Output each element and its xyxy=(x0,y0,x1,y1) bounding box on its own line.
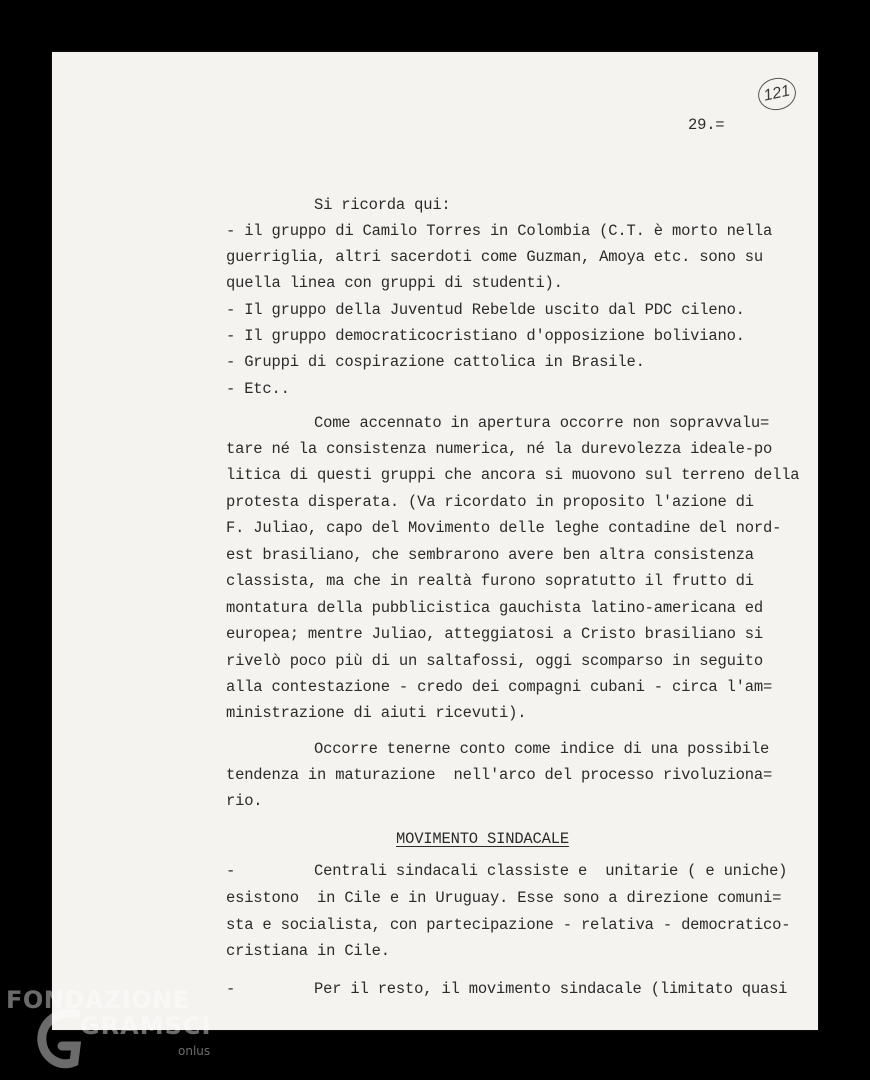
text-line: europea; mentre Juliao, atteggiatosi a Cristo brasiliano si xyxy=(226,625,763,643)
text-line: esistono in Cile e in Uruguay. Esse sono a direzione comuni= xyxy=(226,889,782,907)
fondazione-gramsci-watermark xyxy=(6,986,226,1076)
text-line: classista, ma che in realtà furono sopratutto il frutto di xyxy=(226,572,754,590)
text-line: tare né la consistenza numerica, né la durevolezza ideale-po xyxy=(226,440,773,458)
page-number: 29.= xyxy=(688,116,725,134)
text-line-dash: - xyxy=(226,980,236,998)
text-line: sta e socialista, con partecipazione - relativa - democratico- xyxy=(226,916,791,934)
text-line: - Il gruppo democraticocristiano d'opposizione boliviano. xyxy=(226,327,745,345)
watermark-onlus: onlus xyxy=(178,1044,211,1058)
watermark-line2: GRAMSCI xyxy=(80,1012,212,1040)
text-line: Come accennato in apertura occorre non sopravvalu= xyxy=(314,414,770,432)
text-line: - Etc.. xyxy=(226,380,290,398)
section-heading: MOVIMENTO SINDACALE xyxy=(396,830,569,848)
text-line: Occorre tenerne conto come indice di una possibile xyxy=(314,740,770,758)
watermark-line1: FONDAZIONE xyxy=(6,986,190,1014)
text-line: tendenza in maturazione nell'arco del processo rivoluziona= xyxy=(226,766,773,784)
text-line: - Gruppi di cospirazione cattolica in Brasile. xyxy=(226,353,645,371)
text-line: Si ricorda qui: xyxy=(314,196,451,214)
text-line: F. Juliao, capo del Movimento delle leghe contadine del nord- xyxy=(226,519,782,537)
text-line: guerriglia, altri sacerdoti come Guzman, Amoya etc. sono su xyxy=(226,248,763,266)
text-line-dash: - xyxy=(226,862,236,880)
text-line: litica di questi gruppi che ancora si muovono sul terreno della xyxy=(226,466,800,484)
text-line: protesta disperata. (Va ricordato in proposito l'azione di xyxy=(226,493,754,511)
text-line: rio. xyxy=(226,792,263,810)
document-page xyxy=(52,52,818,1030)
text-line: cristiana in Cile. xyxy=(226,942,390,960)
text-line: ministrazione di aiuti ricevuti). xyxy=(226,704,527,722)
text-line: Centrali sindacali classiste e unitarie ( e uniche) xyxy=(314,862,788,880)
text-line: - Il gruppo della Juventud Rebelde uscito dal PDC cileno. xyxy=(226,301,745,319)
text-line: est brasiliano, che sembrarono avere ben altra consistenza xyxy=(226,546,754,564)
text-line: Per il resto, il movimento sindacale (limitato quasi xyxy=(314,980,788,998)
gramsci-g-logo-icon xyxy=(36,1006,86,1070)
text-line: alla contestazione - credo dei compagni cubani - circa l'am= xyxy=(226,678,773,696)
text-line: montatura della pubblicistica gauchista latino-americana ed xyxy=(226,599,763,617)
archive-number-stamp: 121 xyxy=(755,74,799,113)
text-line: quella linea con gruppi di studenti). xyxy=(226,274,563,292)
text-line: - il gruppo di Camilo Torres in Colombia (C.T. è morto nella xyxy=(226,222,773,240)
text-line: rivelò poco più di un saltafossi, oggi scomparso in seguito xyxy=(226,652,763,670)
